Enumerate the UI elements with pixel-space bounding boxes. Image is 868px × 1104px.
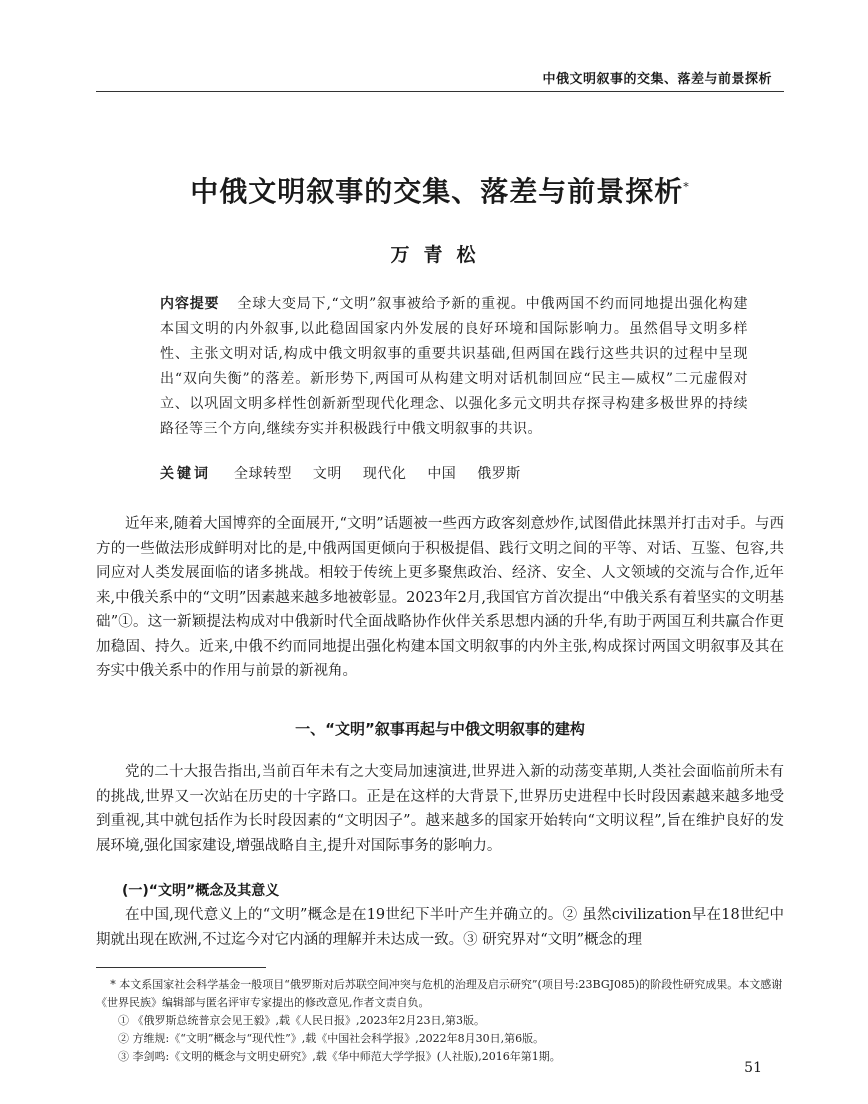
footnote-1: ① 《俄罗斯总统普京会见王毅》,载《人民日报》,2023年2月23日,第3版。 [118, 1014, 485, 1027]
author-name: 万青松 [390, 244, 490, 266]
abstract-label: 内容提要 [160, 296, 220, 312]
keywords [160, 462, 748, 487]
keywords-label: 关键词 [160, 466, 211, 482]
subsection-heading: (一)“文明”概念及其意义 [122, 883, 280, 899]
keyword-item: 现代化 [362, 466, 407, 482]
footnote-rule [96, 967, 266, 968]
footnote-3: ③ 李剑鸣:《文明的概念与文明史研究》,载《华中师范大学学报》(人社版),2016年第1期。 [118, 1050, 561, 1063]
keyword-item: 俄罗斯 [477, 466, 521, 482]
subsection-1-body [96, 903, 784, 952]
footnote-2: ② 方维规:《“文明”概念与“现代性”》,载《中国社会科学报》,2022年8月30日,第6版。 [118, 1032, 545, 1045]
article-title [96, 170, 784, 210]
footnotes [96, 976, 784, 1066]
section-heading: 一、“文明”叙事再起与中俄文明叙事的建构 [295, 720, 585, 738]
section-1-paragraph: 党的二十大报告指出,当前百年未有之大变局加速演进,世界进入新的动荡变革期,人类社会面临前所未有的挑战,世界又一次站在历史的十字路口。正是在这样的大背景下,世界历史进程中长时段因素越来越多地受到重视,其中就包括作为长时段因素的“文明因子”。越来越多的国家开始转向“文明议程”,旨在维护良好的发展环境,强化国家建设,增强战略自主,提升对国际事务的影响力。 [96, 764, 784, 854]
keyword-item: 中国 [427, 466, 457, 482]
abstract [160, 292, 748, 442]
subsection-1-paragraph: 在中国,现代意义上的“文明”概念是在19世纪下半叶产生并确立的。② 虽然civilization早在18世纪中期就出现在欧洲,不过迄今对它内涵的理解并未达成一致。③ 研究界对“文明”概念的理 [96, 907, 784, 948]
keyword-item: 文明 [312, 466, 342, 482]
abstract-text: 全球大变局下,“文明”叙事被给予新的重视。中俄两国不约而同地提出强化构建本国文明的内外叙事,以此稳固国家内外发展的良好环境和国际影响力。虽然倡导文明多样性、主张文明对话,构成中俄文明叙事的重要共识基础,但两国在践行这些共识的过程中呈现出“双向失衡”的落差。新形势下,两国可从构建文明对话机制回应“民主—威权”二元虚假对立、以巩固文明多样性创新新型现代化理念、以强化多元文明共存探寻构建多极世界的持续路径等三个方向,继续夯实并积极践行中俄文明叙事的共识。 [160, 296, 749, 437]
running-head: 中俄文明叙事的交集、落差与前景探析 [542, 72, 772, 87]
keyword-item: 全球转型 [233, 466, 292, 482]
page-number: 51 [744, 1060, 762, 1076]
header-rule [96, 91, 784, 92]
title-text: 中俄文明叙事的交集、落差与前景探析 [190, 175, 684, 208]
section-1-body [96, 760, 784, 858]
intro-paragraph: 近年来,随着大国博弈的全面展开,“文明”话题被一些西方政客刻意炒作,试图借此抹黑并打击对手。与西方的一些做法形成鲜明对比的是,中俄两国更倾向于积极提倡、践行文明之间的平等、对话、互鉴、包容,共同应对人类发展面临的诸多挑战。相较于传统上更多聚焦政治、经济、安全、人文领域的交流与合作,近年来,中俄关系中的“文明”因素越来越多地被彰显。2023年2月,我国官方首次提出“中俄关系有着坚实的文明基础”①。这一新颖提法构成对中俄新时代全面战略协作伙伴关系思想内涵的升华,有助于两国互利共赢合作更加稳固、持久。近来,中俄不约而同地提出强化构建本国文明叙事的内外主张,构成探讨两国文明叙事及其在夯实中俄关系中的作用与前景的新视角。 [96, 516, 784, 679]
title-footnote-mark: * [683, 180, 690, 194]
footnote-funding: * 本文系国家社会科学基金一般项目“俄罗斯对后苏联空间冲突与危机的治理及启示研究”(项目号:23BGJ085)的阶段性研究成果。本文感谢《世界民族》编辑部与匿名评审专家提出的修改意见,作者文责自负。 [96, 978, 783, 1009]
intro-section [96, 512, 784, 684]
